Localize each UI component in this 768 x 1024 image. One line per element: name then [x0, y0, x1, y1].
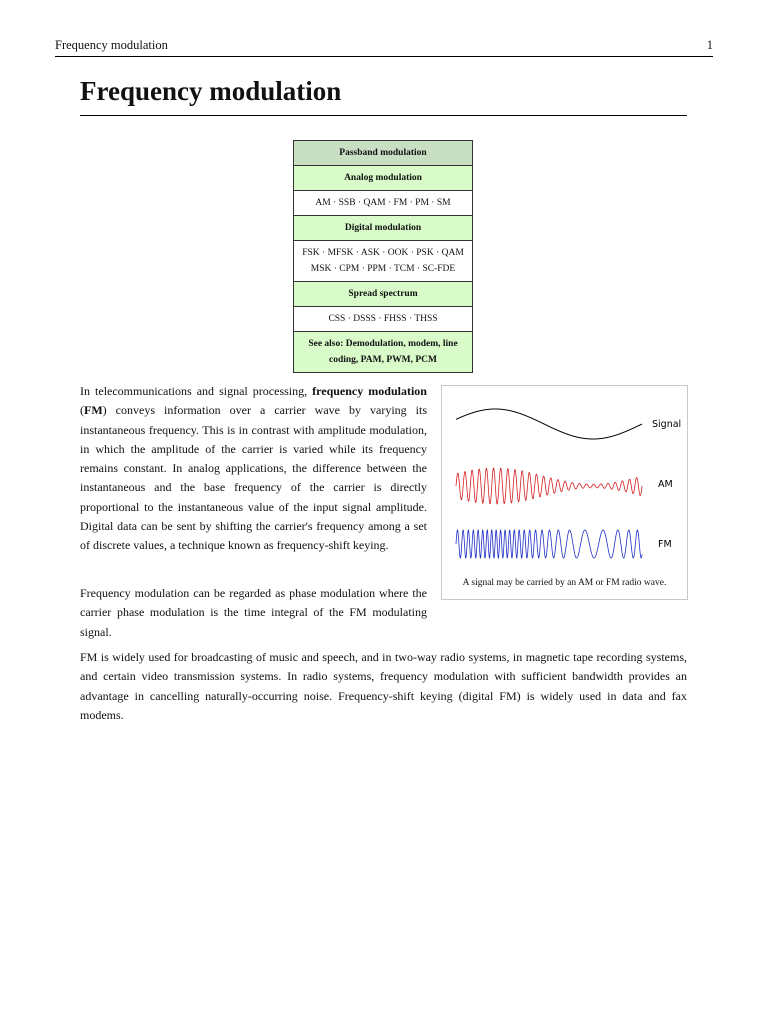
page-number: 1 [706, 38, 713, 52]
infobox-see-also[interactable]: See also: Demodulation, modem, line coding, PAM, PWM, PCM [294, 332, 473, 373]
signal-label: Signal [652, 419, 682, 430]
signal-waveform [456, 409, 642, 439]
intro-text-c: ) conveys information over a carrier wave by varying its instantaneous frequency. This is in contrast with amplitude modulation, in which the amplitude of the carrier is varied while its frequency remains constant. In analog applications, the difference between the instantaneous and the base frequency of the carrier is directly proportional to the instantaneous value of the input signal amplitude. Digital data can be sent by shifting the carrier's frequency among a set of discrete values, a technique known as frequency-shift keying. [80, 403, 427, 553]
am-waveform [456, 468, 642, 504]
running-header [55, 38, 713, 57]
figure-caption: A signal may be carried by an AM or FM radio wave. [462, 578, 667, 588]
term-fm: FM [84, 403, 103, 418]
infobox-spread-items[interactable]: CSS · DSSS · FHSS · THSS [294, 307, 473, 332]
am-label: AM [658, 479, 673, 490]
page-title: Frequency modulation [80, 76, 687, 116]
fm-waveform [456, 530, 642, 558]
applications-paragraph: FM is widely used for broadcasting of music and speech, and in two-way radio systems, in magnetic tape recording systems, and certain video transmission systems. In radio systems, frequency modulation with sufficient bandwidth provides an advantage in cancelling naturally-occurring noise. Frequency-shift keying (digital FM) is widely used in data and fax modems. [80, 650, 687, 722]
intro-paragraph [80, 382, 427, 556]
am-fm-figure[interactable] [441, 385, 688, 600]
phase-modulation-paragraph: Frequency modulation can be regarded as phase modulation where the carrier phase modulation is the time integral of the FM modulating signal. [80, 586, 427, 639]
intro-text-a: In telecommunications and signal processing, [80, 384, 313, 398]
intro-text-b: ( [80, 403, 84, 418]
infobox-digital-items[interactable] [294, 241, 473, 282]
infobox-digital-header: Digital modulation [294, 216, 473, 241]
infobox-digital-items-2[interactable]: MSK · CPM · PPM · TCM · SC-FDE [310, 264, 456, 274]
term-frequency-modulation: frequency modulation [312, 384, 427, 398]
infobox-passband-header: Passband modulation [294, 141, 473, 166]
fm-label: FM [658, 539, 672, 550]
infobox-digital-items-1[interactable]: FSK · MFSK · ASK · OOK · PSK · QAM [302, 248, 464, 258]
running-title: Frequency modulation [55, 38, 168, 52]
infobox-spread-header: Spread spectrum [294, 282, 473, 307]
am-fm-waveform-diagram [442, 386, 687, 576]
modulation-infobox [293, 140, 473, 373]
infobox-analog-items[interactable]: AM · SSB · QAM · FM · PM · SM [294, 191, 473, 216]
infobox-analog-header: Analog modulation [294, 166, 473, 191]
